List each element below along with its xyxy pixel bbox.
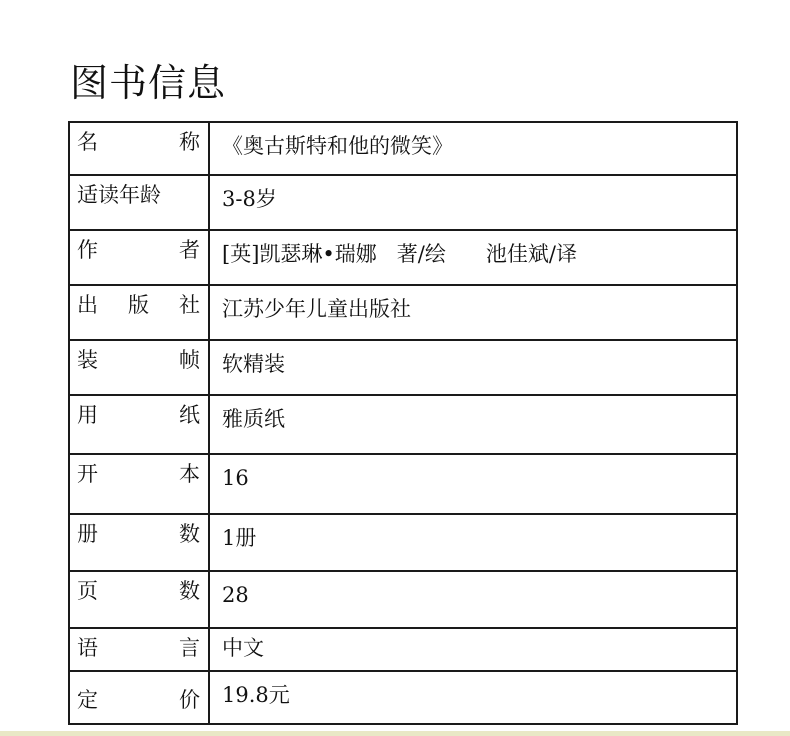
value-cell: [209, 454, 737, 514]
row-label-volumes: 册数: [77, 522, 200, 546]
value-cell: [209, 285, 737, 340]
table-row-publisher: [69, 285, 737, 340]
value-cell: [209, 628, 737, 671]
row-label-price: 定价: [77, 688, 200, 712]
label-cell: [69, 671, 209, 724]
table-row-age: [69, 175, 737, 230]
row-label-format: 开本: [77, 462, 200, 486]
label-cell: [69, 285, 209, 340]
row-value-age: 3-8岁: [222, 187, 277, 211]
row-value-language: 中文: [222, 636, 264, 660]
label-cell: [69, 514, 209, 571]
value-cell: [209, 230, 737, 285]
row-label-age: 适读年龄: [77, 183, 161, 207]
table-row-paper: [69, 395, 737, 454]
label-cell: [69, 395, 209, 454]
table-row-title: [69, 122, 737, 175]
row-value-paper: 雅质纸: [222, 407, 285, 431]
row-value-format: 16: [222, 466, 249, 490]
label-cell: [69, 454, 209, 514]
table-row-author: [69, 230, 737, 285]
value-cell: [209, 122, 737, 175]
row-value-price: 19.8元: [222, 683, 290, 707]
value-cell: [209, 395, 737, 454]
book-info-table: [68, 121, 738, 725]
label-cell: [69, 340, 209, 395]
row-value-volumes: 1册: [222, 526, 257, 550]
label-cell: [69, 122, 209, 175]
table-row-pages: [69, 571, 737, 628]
table-row-format: [69, 454, 737, 514]
row-value-author: [英]凯瑟琳•瑞娜 著/绘 池佳斌/译: [222, 242, 577, 266]
row-label-publisher: 出版社: [77, 293, 200, 317]
row-value-title: 《奥古斯特和他的微笑》: [222, 134, 453, 158]
table-row-language: [69, 628, 737, 671]
page-title: 图书信息: [70, 61, 227, 105]
value-cell: [209, 571, 737, 628]
row-label-language: 语言: [77, 636, 200, 660]
row-value-publisher: 江苏少年儿童出版社: [222, 297, 411, 321]
row-value-binding: 软精装: [222, 352, 285, 376]
table-row-price: [69, 671, 737, 724]
label-cell: [69, 571, 209, 628]
footer-strip: [0, 731, 790, 736]
value-cell: [209, 514, 737, 571]
table-row-binding: [69, 340, 737, 395]
row-label-author: 作者: [77, 238, 200, 262]
table-row-volumes: [69, 514, 737, 571]
value-cell: [209, 671, 737, 724]
value-cell: [209, 340, 737, 395]
label-cell: [69, 628, 209, 671]
row-label-binding: 装帧: [77, 348, 200, 372]
row-label-pages: 页数: [77, 579, 200, 603]
label-cell: [69, 230, 209, 285]
row-value-pages: 28: [222, 583, 249, 607]
row-label-paper: 用纸: [77, 403, 200, 427]
label-cell: [69, 175, 209, 230]
value-cell: [209, 175, 737, 230]
row-label-title: 名称: [77, 130, 200, 154]
